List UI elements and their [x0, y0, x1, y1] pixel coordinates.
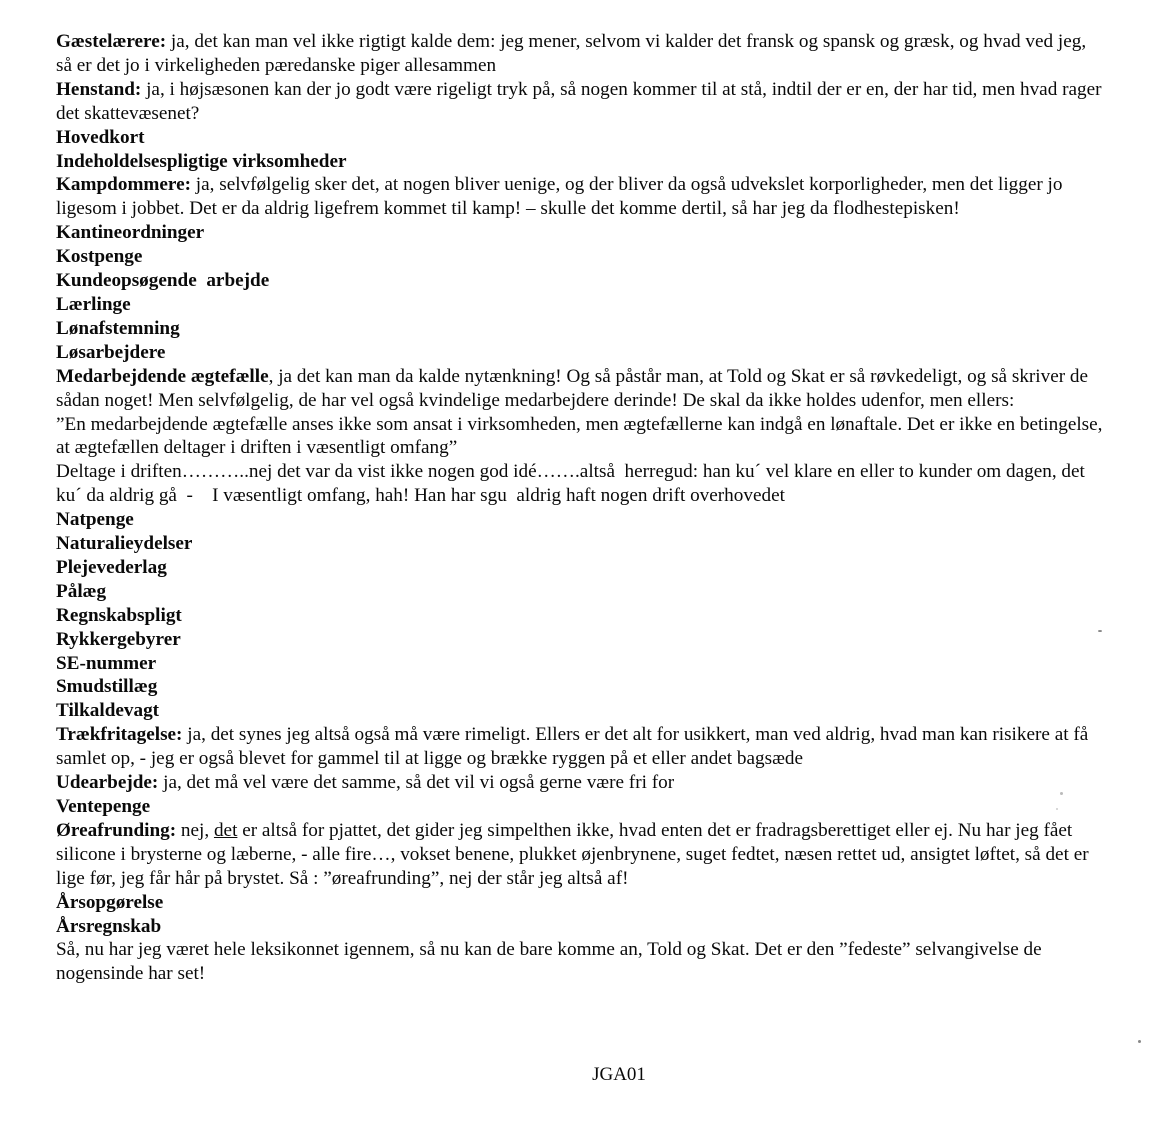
entry-text: ja, i højsæsonen kan der jo godt være rigeligt tryk på, så nogen kommer til at stå, indtil der er en, der har tid, men hvad rager det skattevæsenet? — [56, 78, 1102, 124]
entry-rykkergebyrer — [56, 628, 1106, 652]
entry-regnskabspligt — [56, 604, 1106, 628]
entry-loesarbejdere — [56, 341, 1106, 365]
entry-term: Rykkergebyrer — [56, 628, 181, 650]
entry-term: Hovedkort — [56, 126, 145, 148]
entry-kundeopsoegende — [56, 269, 1106, 293]
entry-term: Regnskabspligt — [56, 604, 182, 626]
entry-text: ja, det må vel være det samme, så det vil vi også gerne være fri for — [158, 772, 675, 794]
entry-term: Tilkaldevagt — [56, 700, 160, 722]
entry-term: SE-nummer — [56, 652, 157, 674]
comment-paragraph — [56, 460, 1106, 508]
entry-term: Henstand: — [56, 78, 142, 100]
entry-text: ja, selvfølgelig sker det, at nogen bliver uenige, og der bliver da også udvekslet korporligheder, men det ligger jo ligesom i jobbet. Det er da aldrig ligefrem kommet til kamp! – skulle det komme dertil, så har jeg da flodhestepisken! — [56, 174, 1063, 220]
entry-kantineordninger — [56, 221, 1106, 245]
entry-ventepenge — [56, 795, 1106, 819]
entry-text: ja, det kan man vel ikke rigtigt kalde dem: jeg mener, selvom vi kalder det fransk og spansk og græsk, og hvad ved jeg, så er det jo i virkeligheden pæredanske piger allesammen — [56, 31, 1087, 76]
entry-term: Årsregnskab — [56, 915, 162, 937]
scan-speck — [1098, 630, 1102, 632]
entry-text-continued: er altså for pjattet, det gider jeg simpelthen ikke, hvad enten det er fradragsberettiget eller ej. Nu har jeg fået silicone i brysterne og læberne, - alle fire…, vokset benene, plukket øjenbrynene, suget fedtet, næsen rettet ud, ansigtet løftet, så det er lige før, jeg får hår på brystet. Så : ”øreafrunding”, nej der står jeg altså af! — [56, 819, 1089, 889]
entry-term: Udearbejde: — [56, 772, 159, 794]
entry-smudstillaeg — [56, 675, 1106, 699]
scan-speck — [1056, 808, 1058, 810]
entry-tilkaldevagt — [56, 699, 1106, 723]
entry-term: Medarbejdende ægtefælle — [56, 365, 269, 387]
entry-text: Så, nu har jeg været hele leksikonnet igennem, så nu kan de bare komme an, Told og Skat. Det er den ”fedeste” selvangivelse de nogensinde har set! — [56, 939, 1042, 985]
document-body — [56, 30, 1106, 986]
entry-kostpenge — [56, 245, 1106, 269]
closing-paragraph — [56, 938, 1106, 986]
quote-paragraph — [56, 413, 1106, 461]
entry-laerlinge — [56, 293, 1106, 317]
entry-paalaeg — [56, 580, 1106, 604]
entry-aarsregnskab — [56, 915, 1106, 939]
entry-term: Ventepenge — [56, 796, 151, 817]
entry-henstand — [56, 78, 1106, 126]
entry-term: Trækfritagelse: — [56, 724, 183, 746]
entry-kampdommere — [56, 173, 1106, 221]
entry-text: nej, — [176, 819, 214, 841]
entry-term: Smudstillæg — [56, 676, 158, 698]
entry-term: Kostpenge — [56, 246, 143, 268]
entry-plejevederlag — [56, 556, 1106, 580]
entry-term: Løsarbejdere — [56, 341, 166, 363]
entry-term: Lønafstemning — [56, 317, 180, 339]
entry-term: Kundeopsøgende arbejde — [56, 270, 270, 292]
entry-text: ja, det synes jeg altså også må være rimeligt. Ellers er det alt for usikkert, man ved aldrig, hvad man kan risikere at få samlet op, - jeg er også blevet for gammel til at ligge og brække ryggen på et eller andet bagsæde — [56, 724, 1089, 770]
entry-udearbejde — [56, 771, 1106, 795]
entry-indeholdelsespligtige — [56, 150, 1106, 174]
entry-term: Kantineordninger — [56, 222, 205, 244]
entry-term: Pålæg — [56, 580, 107, 602]
entry-term: Lærlinge — [56, 293, 131, 315]
underlined-word: det — [213, 819, 238, 841]
entry-medarbejdende — [56, 365, 1106, 413]
entry-traekfritagelse — [56, 723, 1106, 771]
entry-term: Naturalieydelser — [56, 533, 193, 555]
entry-text: , ja det kan man da kalde nytænkning! Og så påstår man, at Told og Skat er så røvkedeligt, og så skriver de sådan noget! Men selvfølgelig, de har vel også kvindelige medarbejdere derinde! De skal da ikke holdes udenfor, men ellers: — [56, 365, 1089, 411]
entry-term: Natpenge — [56, 509, 134, 531]
entry-term: Årsopgørelse — [56, 891, 164, 913]
entry-naturalieydelser — [56, 532, 1106, 556]
scan-speck — [1060, 792, 1063, 795]
entry-oereafrunding — [56, 819, 1106, 891]
entry-natpenge — [56, 508, 1106, 532]
entry-text: ”En medarbejdende ægtefælle anses ikke som ansat i virksomheden, men ægtefællerne kan indgå en lønaftale. Det er ikke en betingelse, at ægtefællen deltager i driften i væsentligt omfang” — [56, 413, 1103, 459]
entry-term: Plejevederlag — [56, 556, 167, 578]
entry-term: Øreafrunding: — [56, 819, 177, 841]
entry-term: Indeholdelsespligtige virksomheder — [56, 150, 347, 172]
entry-loenafstemning — [56, 317, 1106, 341]
entry-term: Kampdommere: — [56, 174, 191, 196]
entry-gaestelaerere — [56, 30, 1106, 78]
entry-hovedkort — [56, 126, 1106, 150]
footer-code: JGA01 — [592, 1064, 646, 1085]
entry-term: Gæstelærere: — [56, 31, 167, 52]
scan-speck — [1138, 1040, 1141, 1043]
entry-se-nummer — [56, 652, 1106, 676]
entry-text: Deltage i driften………..nej det var da vist ikke nogen god idé…….altså herregud: han ku´ vel klare en eller to kunder om dagen, det ku´ da aldrig gå - I væsentligt omfang, hah! Han har sgu aldrig haft nogen drift overhovedet — [56, 461, 1090, 507]
entry-aarsopgoerelse — [56, 891, 1106, 915]
